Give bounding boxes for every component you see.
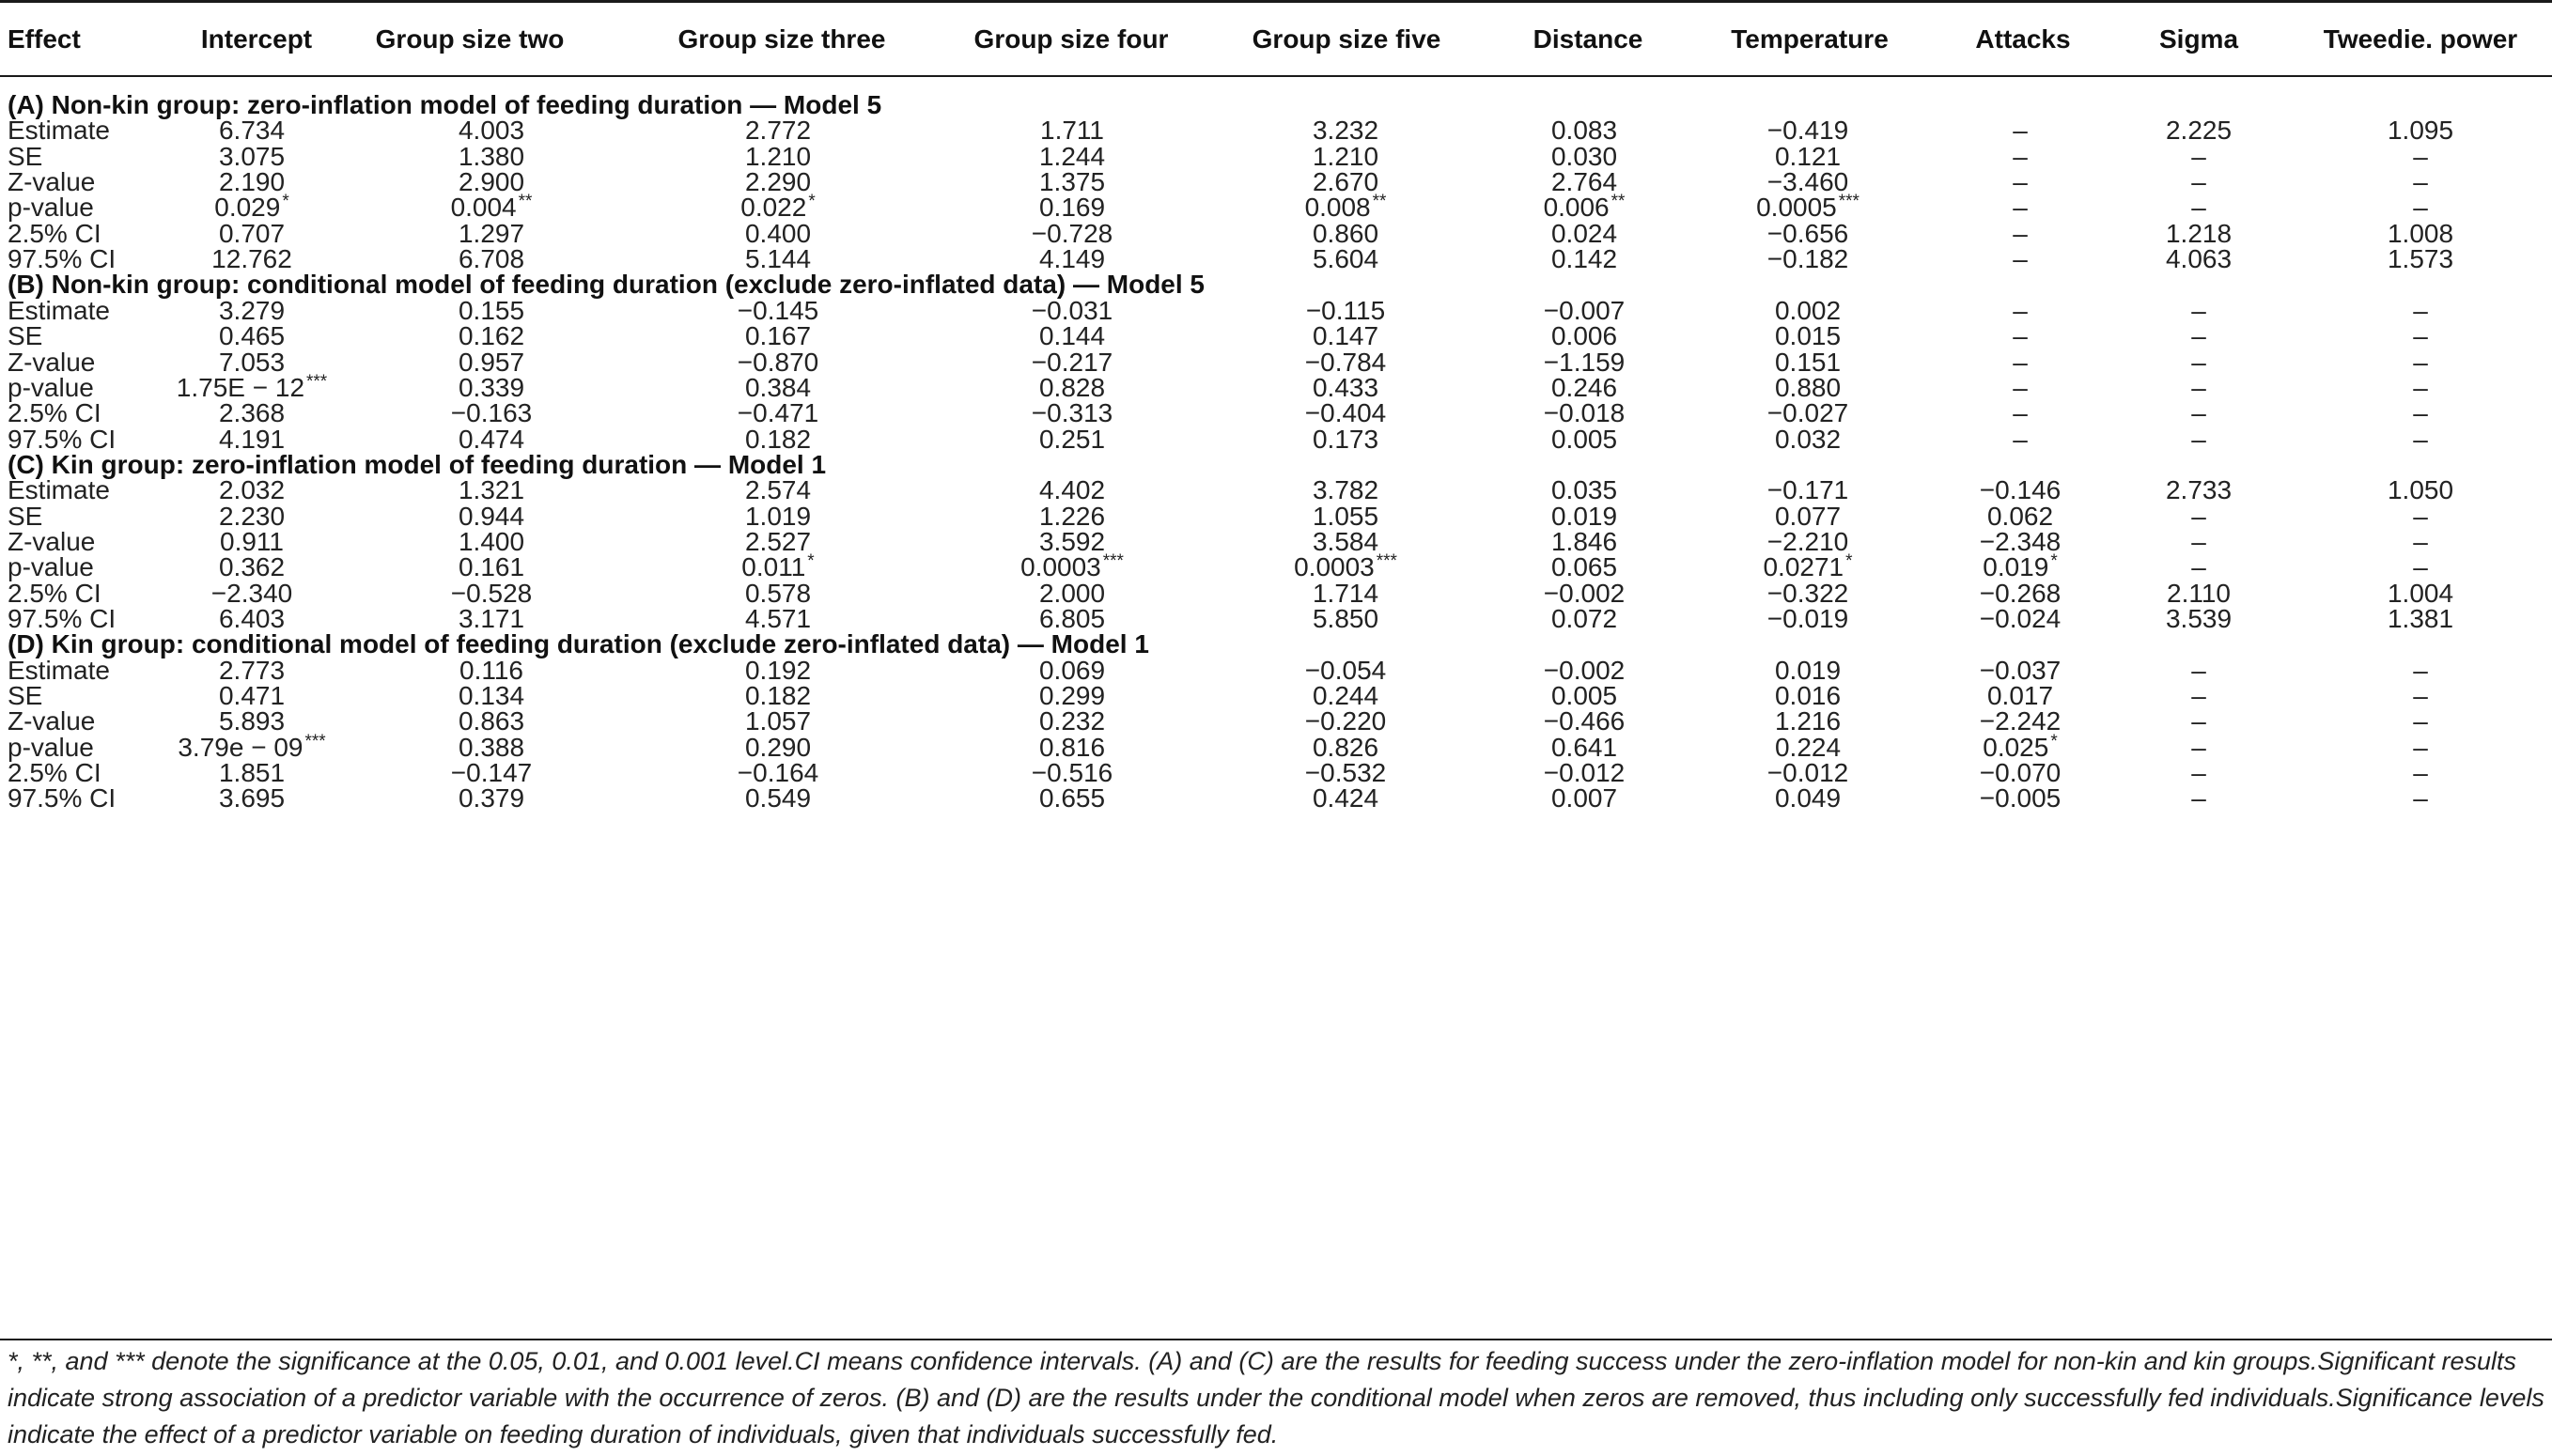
table-cell: –	[2013, 141, 2028, 171]
table-cell: −0.070	[1979, 758, 2062, 788]
table-cell: 1.216	[1774, 706, 1842, 736]
table-cell: −2.348	[1979, 526, 2062, 556]
table-cell: 3.782	[1312, 475, 1379, 505]
table-cell: 0.863	[458, 706, 525, 736]
table-cell: 0.224	[1774, 732, 1842, 762]
table-cell: 0.471	[218, 681, 286, 711]
table-cell: 0.957	[458, 347, 525, 377]
table-cell: −0.019	[1766, 604, 1849, 633]
table-cell: 0.004 **	[450, 192, 533, 223]
table-cell: 0.072	[1550, 604, 1618, 633]
column-header: Attacks	[1975, 24, 2071, 54]
table-cell: 1.244	[1038, 141, 1106, 171]
table-cell: –	[2413, 167, 2428, 197]
table-cell: 0.065	[1550, 552, 1618, 582]
table-cell: 1.055	[1312, 501, 1379, 531]
table-cell: 0.116	[459, 655, 523, 685]
table-cell: 2.230	[218, 501, 286, 531]
table-cell: 2.290	[744, 167, 812, 197]
table-cell: −0.182	[1766, 244, 1849, 274]
table-cell: 0.0003 ***	[1020, 551, 1124, 582]
table-cell: –	[2191, 295, 2206, 325]
table-cell: –	[2413, 758, 2428, 788]
table-cell: 1.057	[744, 706, 812, 736]
table-cell: 0.142	[1550, 244, 1618, 274]
table-cell: –	[2013, 347, 2028, 377]
column-header: Group size two	[375, 24, 565, 54]
table-cell: 0.035	[1550, 475, 1618, 505]
table-cell: −1.159	[1543, 347, 1626, 377]
table-cell: 0.880	[1774, 372, 1842, 402]
table-cell: –	[2413, 398, 2428, 428]
top-rule	[0, 0, 2552, 3]
table-cell: –	[2013, 424, 2028, 454]
row-label: p-value	[8, 552, 94, 582]
table-cell: −2.340	[210, 578, 293, 608]
table-cell: 0.008 **	[1304, 192, 1387, 223]
table-cell: –	[2413, 372, 2428, 402]
table-cell: −0.528	[450, 578, 533, 608]
table-cell: –	[2191, 732, 2206, 762]
significance-marker: ***	[1838, 192, 1860, 212]
table-cell: −0.147	[450, 758, 533, 788]
section-title: (D) Kin group: conditional model of feeding duration (exclude zero-inflated data) — Model 1	[8, 629, 1149, 659]
table-cell: 0.161	[458, 552, 525, 582]
table-cell: 0.826	[1312, 732, 1379, 762]
table-cell: 1.400	[458, 526, 525, 556]
row-label: SE	[8, 321, 43, 351]
table-cell: 3.075	[218, 141, 286, 171]
table-cell: 0.0005 ***	[1756, 192, 1860, 223]
table-cell: −0.217	[1031, 347, 1113, 377]
table-cell: 0.030	[1550, 141, 1618, 171]
bottom-rule	[0, 1339, 2552, 1340]
table-cell: 1.321	[458, 475, 525, 505]
table-cell: 2.574	[744, 475, 812, 505]
table-cell: 0.025 *	[1983, 731, 2058, 762]
table-cell: 0.022 *	[740, 192, 816, 223]
table-cell: –	[2191, 347, 2206, 377]
table-cell: 0.465	[218, 321, 286, 351]
column-header: Tweedie. power	[2323, 24, 2518, 54]
table-cell: 0.005	[1550, 424, 1618, 454]
table-cell: 0.251	[1038, 424, 1106, 454]
table-cell: –	[2191, 655, 2206, 685]
significance-marker: ***	[1102, 551, 1124, 572]
table-cell: −0.322	[1766, 578, 1849, 608]
table-cell: 3.584	[1312, 526, 1379, 556]
table-cell: 0.144	[1038, 321, 1106, 351]
column-header: Group size three	[677, 24, 886, 54]
table-cell: –	[2413, 321, 2428, 351]
table-cell: −0.024	[1979, 604, 2062, 633]
table-cell: –	[2013, 167, 2028, 197]
table-cell: 0.173	[1312, 424, 1379, 454]
column-header: Group size five	[1252, 24, 1441, 54]
row-label: SE	[8, 501, 43, 531]
row-label: 97.5% CI	[8, 604, 117, 633]
table-cell: –	[2013, 295, 2028, 325]
table-cell: −0.466	[1543, 706, 1626, 736]
row-label: 2.5% CI	[8, 398, 101, 428]
table-cell: −0.784	[1304, 347, 1387, 377]
table-cell: 0.379	[458, 783, 525, 813]
table-cell: 0.860	[1312, 218, 1379, 248]
table-cell: −0.012	[1543, 758, 1626, 788]
table-cell: 0.182	[744, 424, 812, 454]
significance-marker: *	[2050, 551, 2058, 572]
table-cell: 0.015	[1774, 321, 1842, 351]
table-cell: –	[2013, 398, 2028, 428]
table-cell: –	[2013, 193, 2028, 223]
table-cell: 3.539	[2165, 604, 2233, 633]
table-cell: 0.049	[1774, 783, 1842, 813]
table-cell: 0.816	[1038, 732, 1106, 762]
row-label: SE	[8, 681, 43, 711]
section-title: (C) Kin group: zero-inflation model of feeding duration — Model 1	[8, 449, 827, 479]
table-cell: 0.019	[1774, 655, 1842, 685]
table-cell: 2.670	[1312, 167, 1379, 197]
significance-marker: *	[807, 551, 815, 572]
table-cell: 0.006 **	[1543, 192, 1626, 223]
table-cell: 0.424	[1312, 783, 1379, 813]
significance-marker: *	[2050, 731, 2058, 751]
table-cell: 0.232	[1038, 706, 1106, 736]
table-cell: 0.182	[744, 681, 812, 711]
table-cell: –	[2413, 193, 2428, 223]
table-cell: −0.404	[1304, 398, 1387, 428]
column-header: Effect	[8, 24, 81, 54]
table-cell: −0.163	[450, 398, 533, 428]
table-cell: 0.162	[458, 321, 525, 351]
row-label: Z-value	[8, 526, 96, 556]
table-cell: –	[2191, 501, 2206, 531]
table-cell: −3.460	[1766, 167, 1849, 197]
table-cell: 0.019	[1550, 501, 1618, 531]
table-cell: 0.549	[744, 783, 812, 813]
table-cell: 1.210	[744, 141, 812, 171]
table-cell: –	[2191, 141, 2206, 171]
table-cell: −0.220	[1304, 706, 1387, 736]
row-label: 2.5% CI	[8, 578, 101, 608]
table-cell: 5.144	[744, 244, 812, 274]
table-cell: 0.007	[1550, 783, 1618, 813]
table-cell: –	[2413, 141, 2428, 171]
table-cell: −0.012	[1766, 758, 1849, 788]
table-cell: 4.402	[1038, 475, 1106, 505]
table-cell: 1.846	[1550, 526, 1618, 556]
table-cell: −0.532	[1304, 758, 1387, 788]
significance-marker: ***	[306, 371, 328, 392]
table-cell: 0.006	[1550, 321, 1618, 351]
header-row	[0, 17, 2552, 61]
table-cell: 0.167	[744, 321, 812, 351]
table-cell: 0.032	[1774, 424, 1842, 454]
row-label: 2.5% CI	[8, 758, 101, 788]
row-label: 97.5% CI	[8, 424, 117, 454]
row-label: p-value	[8, 372, 94, 402]
table-cell: –	[2191, 526, 2206, 556]
significance-marker: *	[1845, 551, 1853, 572]
table-cell: 0.069	[1038, 655, 1106, 685]
table-cell: 2.773	[218, 655, 286, 685]
table-cell: −0.031	[1031, 295, 1113, 325]
significance-marker: ***	[1376, 551, 1397, 572]
table-cell: 3.79e − 09 ***	[178, 731, 326, 762]
column-header: Sigma	[2158, 24, 2239, 54]
table-cell: 0.707	[218, 218, 286, 248]
table-cell: −0.054	[1304, 655, 1387, 685]
table-cell: 0.121	[1774, 141, 1842, 171]
table-cell: 3.592	[1038, 526, 1106, 556]
row-label: Estimate	[8, 475, 110, 505]
table-cell: –	[2013, 372, 2028, 402]
table-cell: −0.268	[1979, 578, 2062, 608]
table-cell: −0.002	[1543, 578, 1626, 608]
row-label: 97.5% CI	[8, 244, 117, 274]
table-cell: 0.016	[1774, 681, 1842, 711]
table-cell: 0.944	[458, 501, 525, 531]
table-cell: 1.095	[2387, 116, 2454, 146]
table-cell: 6.734	[218, 116, 286, 146]
table-cell: −0.171	[1766, 475, 1849, 505]
table-cell: 1.75E − 12 ***	[176, 371, 328, 402]
table-cell: 0.299	[1038, 681, 1106, 711]
table-cell: 0.911	[220, 526, 284, 556]
table-cell: 1.380	[458, 141, 525, 171]
table-cell: −0.007	[1543, 295, 1626, 325]
table-cell: 1.226	[1038, 501, 1106, 531]
table-cell: 0.246	[1550, 372, 1618, 402]
table-cell: 0.828	[1038, 372, 1106, 402]
table-cell: 2.032	[218, 475, 286, 505]
table-cell: 0.0003 ***	[1294, 551, 1397, 582]
table-cell: –	[2413, 706, 2428, 736]
table-cell: −0.870	[737, 347, 819, 377]
table-cell: 0.474	[458, 424, 525, 454]
table-cell: –	[2413, 526, 2428, 556]
table-cell: 2.772	[744, 116, 812, 146]
table-cell: 0.134	[458, 681, 525, 711]
table-cell: 0.244	[1312, 681, 1379, 711]
table-cell: 0.151	[1774, 347, 1842, 377]
section-title: (A) Non-kin group: zero-inflation model of feeding duration — Model 5	[8, 90, 882, 119]
table-cell: 4.571	[744, 604, 812, 633]
table-cell: 0.655	[1038, 783, 1106, 813]
section-title: (B) Non-kin group: conditional model of feeding duration (exclude zero-inflated data) — Model 5	[8, 270, 1205, 300]
table-row	[0, 776, 2552, 820]
table-cell: 6.805	[1038, 604, 1106, 633]
table-cell: 1.004	[2387, 578, 2454, 608]
table-cell: 0.005	[1550, 681, 1618, 711]
table-cell: –	[2191, 167, 2206, 197]
table-cell: 0.024	[1550, 218, 1618, 248]
table-cell: 2.368	[218, 398, 286, 428]
table-cell: –	[2413, 655, 2428, 685]
table-cell: 0.083	[1550, 116, 1618, 146]
table-cell: –	[2013, 244, 2028, 274]
table-cell: –	[2413, 681, 2428, 711]
table-cell: 7.053	[218, 347, 286, 377]
table-cell: 1.218	[2165, 218, 2233, 248]
table-cell: –	[2013, 116, 2028, 146]
column-header: Temperature	[1731, 24, 1889, 54]
table-cell: –	[2191, 424, 2206, 454]
table-cell: 0.011 *	[741, 551, 815, 582]
table-cell: −0.018	[1543, 398, 1626, 428]
table-cell: −0.164	[737, 758, 819, 788]
table-cell: –	[2413, 295, 2428, 325]
significance-marker: *	[808, 192, 816, 212]
table-cell: 4.149	[1038, 244, 1106, 274]
table-cell: 5.604	[1312, 244, 1379, 274]
table-cell: −0.037	[1979, 655, 2062, 685]
table-cell: 1.851	[218, 758, 286, 788]
table-cell: 0.384	[744, 372, 812, 402]
table-cell: –	[2413, 783, 2428, 813]
row-label: p-value	[8, 193, 94, 223]
table-cell: −0.145	[737, 295, 819, 325]
table-cell: 2.900	[458, 167, 525, 197]
table-cell: −0.516	[1031, 758, 1113, 788]
table-cell: −0.027	[1766, 398, 1849, 428]
row-label: 97.5% CI	[8, 783, 117, 813]
table-cell: –	[2191, 398, 2206, 428]
table-cell: 0.339	[458, 372, 525, 402]
table-cell: 0.641	[1550, 732, 1618, 762]
table-cell: 5.893	[218, 706, 286, 736]
table-cell: 1.573	[2387, 244, 2454, 274]
table-cell: 4.191	[218, 424, 286, 454]
table-cell: –	[2413, 732, 2428, 762]
table-cell: 0.400	[744, 218, 812, 248]
table-cell: 0.019 *	[1983, 551, 2058, 582]
table-cell: 1.008	[2387, 218, 2454, 248]
table-cell: 0.169	[1038, 193, 1106, 223]
table-cell: –	[2013, 321, 2028, 351]
table-cell: 0.062	[1986, 501, 2054, 531]
table-cell: −0.146	[1979, 475, 2062, 505]
row-label: Z-value	[8, 706, 96, 736]
significance-marker: **	[1372, 192, 1387, 212]
table-cell: −0.115	[1305, 295, 1386, 325]
table-cell: −0.728	[1031, 218, 1113, 248]
table-cell: 1.050	[2387, 475, 2454, 505]
table-cell: –	[2191, 758, 2206, 788]
table-cell: −0.005	[1979, 783, 2062, 813]
table-cell: 0.002	[1774, 295, 1842, 325]
table-cell: –	[2413, 501, 2428, 531]
table-cell: 12.762	[211, 244, 292, 274]
header-rule	[0, 75, 2552, 77]
table-cell: 4.063	[2165, 244, 2233, 274]
table-cell: −0.313	[1031, 398, 1113, 428]
row-label: Z-value	[8, 167, 96, 197]
table-cell: 5.850	[1312, 604, 1379, 633]
significance-marker: ***	[304, 731, 326, 751]
significance-marker: **	[1611, 192, 1626, 212]
table-cell: 2.764	[1550, 167, 1618, 197]
table-cell: 0.362	[218, 552, 286, 582]
table-cell: −0.656	[1766, 218, 1849, 248]
table-cell: 1.297	[458, 218, 525, 248]
row-label: Z-value	[8, 347, 96, 377]
table-cell: −0.002	[1543, 655, 1626, 685]
table-cell: 0.578	[744, 578, 812, 608]
row-label: Estimate	[8, 295, 110, 325]
table-cell: 0.077	[1774, 501, 1842, 531]
table-cell: –	[2191, 372, 2206, 402]
table-cell: 1.714	[1312, 578, 1379, 608]
table-cell: 0.433	[1312, 372, 1379, 402]
significance-marker: **	[518, 192, 533, 212]
table-cell: 1.210	[1312, 141, 1379, 171]
table-cell: –	[2191, 552, 2206, 582]
table-cell: 2.190	[218, 167, 286, 197]
table-cell: 0.029 *	[214, 192, 289, 223]
table-cell: –	[2191, 706, 2206, 736]
table-cell: –	[2191, 193, 2206, 223]
table-cell: 0.155	[458, 295, 525, 325]
table-cell: 1.381	[2387, 604, 2454, 633]
table-cell: 2.527	[744, 526, 812, 556]
table-cell: 2.110	[2167, 578, 2231, 608]
table-cell: −0.419	[1766, 116, 1849, 146]
table-cell: 0.388	[458, 732, 525, 762]
table-cell: 3.695	[218, 783, 286, 813]
table-cell: 3.232	[1312, 116, 1379, 146]
table-footnote: *, **, and *** denote the significance at the 0.05, 0.01, and 0.001 level.CI means confidence intervals. (A) and (C) are the results for feeding success under the zero-inflation model for non-kin and kin groups.Significant results indicate strong association of a predictor variable with the occurrence of zeros. (B) and (D) are the results under the conditional model when zeros are removed, thus including only successfully fed individuals.Significance levels indicate the effect of a predictor variable on feeding duration of individuals, given that individuals successfully fed.	[8, 1347, 2544, 1448]
table-cell: 2.733	[2165, 475, 2233, 505]
table-cell: 3.171	[458, 604, 525, 633]
table-cell: –	[2413, 347, 2428, 377]
table-cell: –	[2413, 552, 2428, 582]
table-cell: 0.192	[744, 655, 812, 685]
table-cell: –	[2013, 218, 2028, 248]
column-header: Intercept	[200, 24, 313, 54]
table-cell: 2.000	[1038, 578, 1106, 608]
table-cell: 3.279	[218, 295, 286, 325]
table-cell: 0.290	[744, 732, 812, 762]
row-label: Estimate	[8, 116, 110, 146]
table-cell: 0.147	[1312, 321, 1379, 351]
table-cell: –	[2191, 681, 2206, 711]
row-label: p-value	[8, 732, 94, 762]
table-cell: 2.225	[2165, 116, 2233, 146]
table-cell: −0.471	[737, 398, 819, 428]
table-cell: 0.0271 *	[1763, 551, 1853, 582]
significance-marker: *	[282, 192, 289, 212]
column-header: Distance	[1533, 24, 1643, 54]
table-cell: –	[2191, 321, 2206, 351]
table-cell: –	[2413, 424, 2428, 454]
table-cell: 6.403	[218, 604, 286, 633]
column-header: Group size four	[973, 24, 1169, 54]
row-label: SE	[8, 141, 43, 171]
table-cell: –	[2191, 783, 2206, 813]
table-cell: 0.017	[1986, 681, 2054, 711]
table-cell: −2.210	[1766, 526, 1849, 556]
table-cell: 6.708	[458, 244, 525, 274]
table-cell: 1.375	[1038, 167, 1106, 197]
row-label: 2.5% CI	[8, 218, 101, 248]
table-cell: 1.711	[1040, 116, 1104, 146]
table-cell: −2.242	[1979, 706, 2062, 736]
row-label: Estimate	[8, 655, 110, 685]
table-cell: 4.003	[458, 116, 525, 146]
table-cell: 1.019	[744, 501, 812, 531]
